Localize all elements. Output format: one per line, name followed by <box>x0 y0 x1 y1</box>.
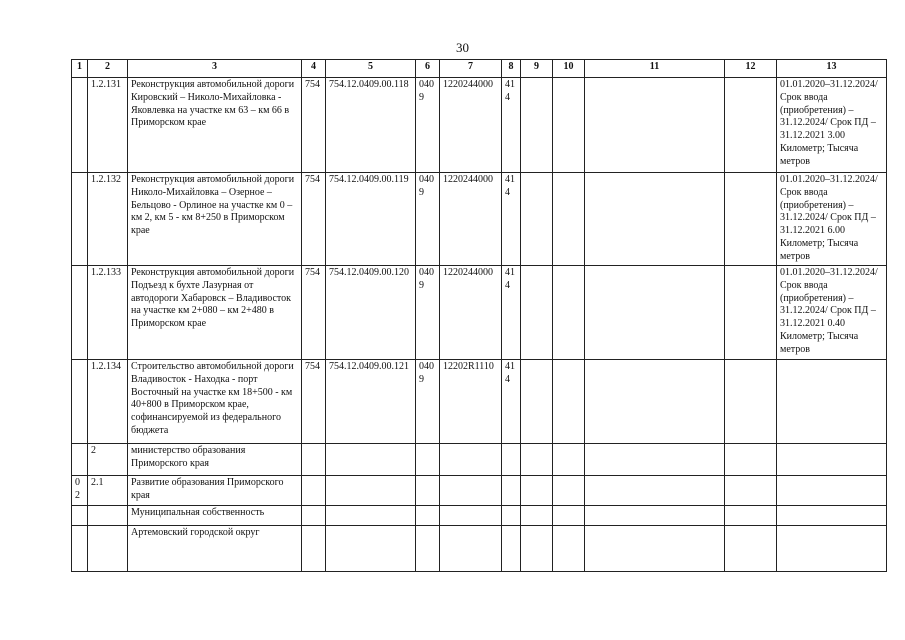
table-cell-col-11 <box>585 360 725 444</box>
table-cell-col-4: 754 <box>302 266 326 360</box>
table-cell-col-2 <box>88 506 128 526</box>
table-cell-col-12 <box>725 78 777 173</box>
table-cell-col-8 <box>502 526 521 572</box>
table-cell-col-2 <box>88 526 128 572</box>
table-cell-col-5 <box>326 444 416 476</box>
table-cell-col-8 <box>502 476 521 506</box>
column-header-9: 9 <box>521 60 553 78</box>
table-cell-col-6: 0409 <box>416 266 440 360</box>
table-cell-col-11 <box>585 444 725 476</box>
column-header-13: 13 <box>777 60 887 78</box>
table-cell-col-10 <box>553 476 585 506</box>
table-cell-col-5: 754.12.0409.00.120 <box>326 266 416 360</box>
column-header-8: 8 <box>502 60 521 78</box>
table-body <box>72 78 887 572</box>
table-cell-col-3: Реконструкция автомобильной дороги Подъезд к бухте Лазурная от автодороги Хабаровск – Владивосток на участке км 2+080 – км 2+480 в Приморском крае <box>128 266 302 360</box>
table-cell-col-2: 2.1 <box>88 476 128 506</box>
table-cell-col-4 <box>302 444 326 476</box>
budget-table <box>71 59 887 572</box>
table-cell-col-8: 414 <box>502 360 521 444</box>
table-cell-col-1 <box>72 506 88 526</box>
table-cell-col-8: 414 <box>502 173 521 266</box>
table-cell-col-7 <box>440 506 502 526</box>
table-cell-col-13 <box>777 506 887 526</box>
table-cell-col-3: министерство образования Приморского края <box>128 444 302 476</box>
table-cell-col-6: 0409 <box>416 360 440 444</box>
table-cell-col-13: 01.01.2020–31.12.2024/ Срок ввода (приобретения) – 31.12.2024/ Срок ПД – 31.12.2021 6.00 Километр; Тысяча метров <box>777 173 887 266</box>
table-cell-col-6 <box>416 476 440 506</box>
column-header-7: 7 <box>440 60 502 78</box>
table-cell-col-11 <box>585 78 725 173</box>
table-cell-col-11 <box>585 173 725 266</box>
table-cell-col-7: 1220244000 <box>440 78 502 173</box>
table-row <box>72 476 887 506</box>
table-cell-col-3: Муниципальная собственность <box>128 506 302 526</box>
table-cell-col-1 <box>72 444 88 476</box>
table-cell-col-7: 1220244000 <box>440 173 502 266</box>
table-cell-col-1 <box>72 360 88 444</box>
table-cell-col-9 <box>521 476 553 506</box>
table-cell-col-12 <box>725 476 777 506</box>
table-cell-col-4: 754 <box>302 173 326 266</box>
table-cell-col-3: Строительство автомобильной дороги Владивосток - Находка - порт Восточный на участке км 18+500 - км 40+800 в Приморском крае, софинансируемой из федерального бюджета <box>128 360 302 444</box>
table-cell-col-10 <box>553 526 585 572</box>
table-cell-col-2: 2 <box>88 444 128 476</box>
table-cell-col-2: 1.2.132 <box>88 173 128 266</box>
page-number: 30 <box>456 40 469 55</box>
table-cell-col-12 <box>725 506 777 526</box>
table-cell-col-11 <box>585 526 725 572</box>
table-cell-col-9 <box>521 444 553 476</box>
table-cell-col-9 <box>521 526 553 572</box>
column-header-10: 10 <box>553 60 585 78</box>
column-header-4: 4 <box>302 60 326 78</box>
table-cell-col-7 <box>440 444 502 476</box>
table-cell-col-5 <box>326 526 416 572</box>
table-cell-col-5 <box>326 476 416 506</box>
table-cell-col-6 <box>416 526 440 572</box>
table-cell-col-10 <box>553 444 585 476</box>
column-header-1: 1 <box>72 60 88 78</box>
table-row <box>72 266 887 360</box>
column-header-6: 6 <box>416 60 440 78</box>
table-cell-col-1 <box>72 266 88 360</box>
table-cell-col-4: 754 <box>302 360 326 444</box>
table-cell-col-6: 0409 <box>416 78 440 173</box>
table-cell-col-9 <box>521 173 553 266</box>
table-cell-col-5: 754.12.0409.00.119 <box>326 173 416 266</box>
table-cell-col-11 <box>585 476 725 506</box>
table-cell-col-3: Реконструкция автомобильной дороги Николо-Михайловка – Озерное – Бельцово - Орлиное на участке км 0 – км 2, км 5 - км 8+250 в Приморском крае <box>128 173 302 266</box>
table-cell-col-1 <box>72 173 88 266</box>
table-row <box>72 173 887 266</box>
table-cell-col-12 <box>725 526 777 572</box>
table-cell-col-1 <box>72 78 88 173</box>
table-cell-col-10 <box>553 506 585 526</box>
table-cell-col-6 <box>416 506 440 526</box>
table-cell-col-9 <box>521 506 553 526</box>
table-cell-col-8 <box>502 506 521 526</box>
column-header-12: 12 <box>725 60 777 78</box>
table-row <box>72 444 887 476</box>
table-cell-col-4 <box>302 476 326 506</box>
table-cell-col-9 <box>521 266 553 360</box>
table-cell-col-2: 1.2.131 <box>88 78 128 173</box>
column-header-2: 2 <box>88 60 128 78</box>
table-cell-col-3: Реконструкция автомобильной дороги Кировский – Николо-Михайловка - Яковлевка на участке км 63 – км 66 в Приморском крае <box>128 78 302 173</box>
table-row <box>72 78 887 173</box>
table-cell-col-13: 01.01.2020–31.12.2024/ Срок ввода (приобретения) – 31.12.2024/ Срок ПД – 31.12.2021 0.40 Километр; Тысяча метров <box>777 266 887 360</box>
table-cell-col-10 <box>553 173 585 266</box>
table-cell-col-8 <box>502 444 521 476</box>
table-header-row <box>72 60 887 78</box>
table-cell-col-7: 1220244000 <box>440 266 502 360</box>
table-row <box>72 506 887 526</box>
table-cell-col-7: 12202R1110 <box>440 360 502 444</box>
table-cell-col-13 <box>777 526 887 572</box>
table-cell-col-9 <box>521 78 553 173</box>
table-cell-col-7 <box>440 526 502 572</box>
table-cell-col-6: 0409 <box>416 173 440 266</box>
table-cell-col-8: 414 <box>502 266 521 360</box>
table-cell-col-5: 754.12.0409.00.118 <box>326 78 416 173</box>
table-cell-col-13 <box>777 360 887 444</box>
table-cell-col-5 <box>326 506 416 526</box>
table-cell-col-7 <box>440 476 502 506</box>
table-cell-col-13: 01.01.2020–31.12.2024/ Срок ввода (приобретения) – 31.12.2024/ Срок ПД – 31.12.2021 3.00 Километр; Тысяча метров <box>777 78 887 173</box>
table-cell-col-2: 1.2.134 <box>88 360 128 444</box>
table-row <box>72 526 887 572</box>
table-cell-col-1: 02 <box>72 476 88 506</box>
table-cell-col-3: Артемовский городской округ <box>128 526 302 572</box>
table-cell-col-13 <box>777 444 887 476</box>
table-cell-col-12 <box>725 444 777 476</box>
table-cell-col-8: 414 <box>502 78 521 173</box>
column-header-11: 11 <box>585 60 725 78</box>
column-header-5: 5 <box>326 60 416 78</box>
table-cell-col-3: Развитие образования Приморского края <box>128 476 302 506</box>
table-cell-col-12 <box>725 266 777 360</box>
table-cell-col-2: 1.2.133 <box>88 266 128 360</box>
table-cell-col-5: 754.12.0409.00.121 <box>326 360 416 444</box>
table-cell-col-10 <box>553 360 585 444</box>
table-cell-col-4 <box>302 506 326 526</box>
table-row <box>72 360 887 444</box>
table-cell-col-1 <box>72 526 88 572</box>
table-cell-col-12 <box>725 360 777 444</box>
table-cell-col-10 <box>553 78 585 173</box>
table-cell-col-4: 754 <box>302 78 326 173</box>
table-cell-col-13 <box>777 476 887 506</box>
table-cell-col-11 <box>585 506 725 526</box>
table-cell-col-11 <box>585 266 725 360</box>
table-cell-col-6 <box>416 444 440 476</box>
column-header-3: 3 <box>128 60 302 78</box>
table-cell-col-4 <box>302 526 326 572</box>
table-cell-col-12 <box>725 173 777 266</box>
table-cell-col-10 <box>553 266 585 360</box>
table-cell-col-9 <box>521 360 553 444</box>
